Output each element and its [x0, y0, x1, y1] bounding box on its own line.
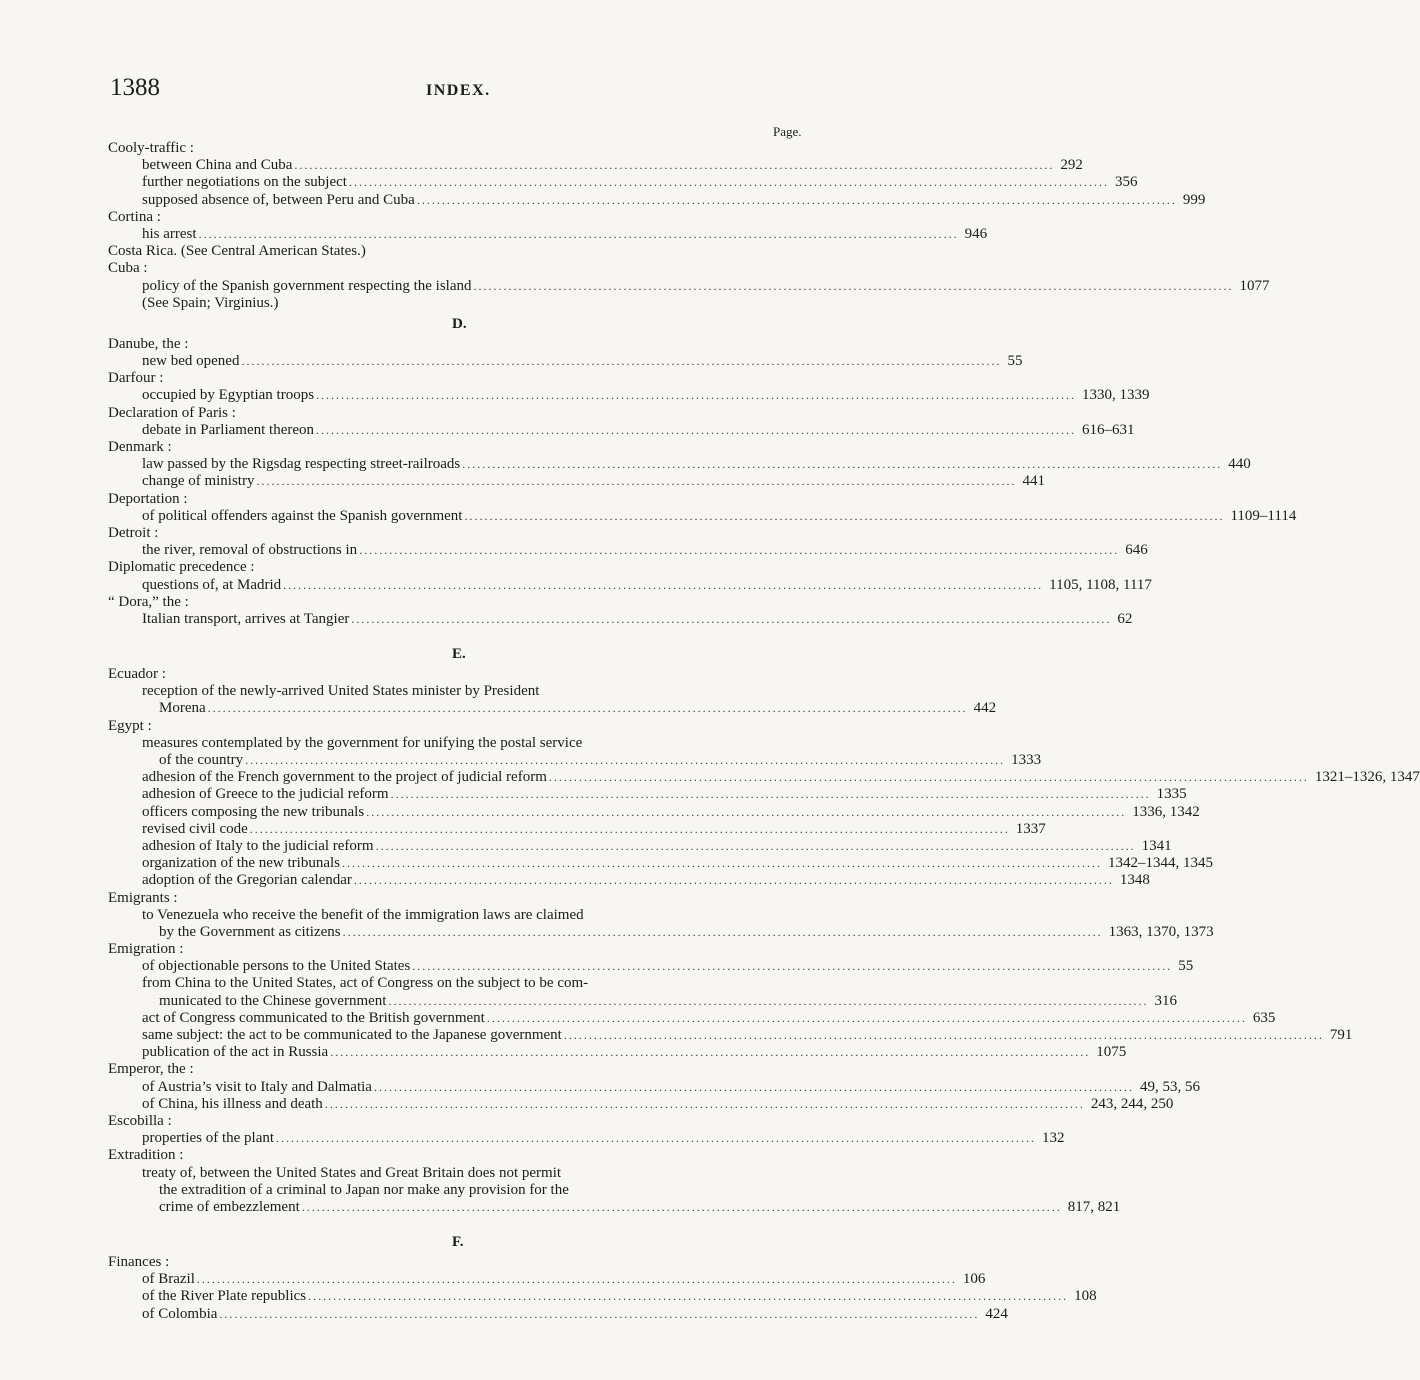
index-entry: adoption of the Gregorian calendar ........................................................................................................................................................ 1348 — [142, 872, 1150, 889]
index-entry: of the River Plate republics ........................................................................................................................................................ 108 — [142, 1288, 1097, 1305]
running-head: INDEX. — [426, 82, 491, 99]
index-entry: law passed by the Rigsdag respecting street-railroads ........................................................................................................................................................ 440 — [142, 456, 1251, 473]
cross-reference: (See Spain; Virginius.) — [142, 294, 279, 311]
index-entry: occupied by Egyptian troops ........................................................................................................................................................ 1330, 1339 — [142, 387, 1150, 404]
index-heading: Darfour : — [108, 370, 164, 387]
page-column-label: Page. — [773, 124, 802, 139]
index-entry: same subject: the act to be communicated to the Japanese government ........................................................................................................................................................ 791 — [142, 1027, 1353, 1043]
index-heading: Diplomatic precedence : — [108, 559, 255, 576]
index-entry: questions of, at Madrid ........................................................................................................................................................ 1105, 1108, 1117 — [142, 576, 1152, 593]
index-entry: change of ministry ........................................................................................................................................................ 441 — [142, 473, 1045, 490]
index-entry: of Brazil ........................................................................................................................................................ 106 — [142, 1271, 986, 1288]
index-heading: Cortina : — [108, 208, 161, 225]
index-heading: Finances : — [108, 1254, 170, 1271]
index-entry-text: to Venezuela who receive the benefit of the immigration laws are claimed — [142, 906, 584, 923]
index-entry: adhesion of Italy to the judicial reform ........................................................................................................................................................ 1341 — [142, 837, 1172, 854]
index-heading: Detroit : — [108, 524, 159, 541]
index-entry: organization of the new tribunals ........................................................................................................................................................ 1342–1344, 1345 — [142, 855, 1214, 872]
index-entry: of the country ........................................................................................................................................................ 1333 — [159, 752, 1042, 768]
index-entry: adhesion of Greece to the judicial reform ........................................................................................................................................................ 1335 — [142, 786, 1187, 803]
index-heading: Denmark : — [108, 439, 172, 455]
index-entry: new bed opened ........................................................................................................................................................ 55 — [142, 353, 1023, 370]
index-heading: Extradition : — [108, 1147, 184, 1164]
index-entry: publication of the act in Russia ........................................................................................................................................................ 1075 — [142, 1044, 1127, 1061]
index-body — [0, 140, 1420, 1323]
index-entry: of objectionable persons to the United States ........................................................................................................................................................ 55 — [142, 958, 1194, 975]
index-heading: Ecuador : — [108, 666, 166, 683]
section-letter-e: E. — [452, 646, 466, 663]
index-entry: by the Government as citizens ........................................................................................................................................................ 1363, 1370, 1373 — [159, 923, 1214, 940]
index-entry: properties of the plant ........................................................................................................................................................ 132 — [142, 1130, 1065, 1147]
index-entry: Italian transport, arrives at Tangier ........................................................................................................................................................ 62 — [142, 610, 1133, 627]
index-entry: further negotiations on the subject ........................................................................................................................................................ 356 — [142, 174, 1138, 191]
index-entry-text: the extradition of a criminal to Japan nor make any provision for the — [159, 1181, 569, 1198]
index-entry: of Austria’s visit to Italy and Dalmatia ........................................................................................................................................................ 49, 53, 56 — [142, 1078, 1200, 1095]
index-heading: Emperor, the : — [108, 1061, 194, 1078]
index-entry: officers composing the new tribunals ........................................................................................................................................................ 1336, 1342 — [142, 803, 1200, 820]
index-entry-text: from China to the United States, act of Congress on the subject to be com- — [142, 975, 589, 992]
index-heading: Costa Rica. (See Central American States.) — [108, 243, 366, 260]
index-entry: adhesion of the French government to the project of judicial reform ........................................................................................................................................................ 1321–1326, 1347 — [142, 769, 1420, 786]
index-heading: Egypt : — [108, 717, 152, 734]
section-letter-f: F. — [452, 1234, 464, 1251]
index-heading: Emigration : — [108, 941, 184, 958]
index-entry: crime of embezzlement ........................................................................................................................................................ 817, 821 — [159, 1198, 1121, 1215]
index-entry: between China and Cuba ........................................................................................................................................................ 292 — [142, 157, 1083, 174]
index-entry: municated to the Chinese government ........................................................................................................................................................ 316 — [159, 992, 1177, 1009]
index-entry-text: reception of the newly-arrived United States minister by President — [142, 683, 540, 700]
section-letter-d: D. — [452, 315, 467, 332]
index-entry: the river, removal of obstructions in ........................................................................................................................................................ 646 — [142, 542, 1148, 559]
index-entry: debate in Parliament thereon ........................................................................................................................................................ 616–631 — [142, 421, 1135, 438]
index-heading: Declaration of Paris : — [108, 404, 236, 421]
index-entry: of China, his illness and death ........................................................................................................................................................ 243, 244, 250 — [142, 1095, 1174, 1112]
index-entry-text: measures contemplated by the government for unifying the postal service — [142, 734, 583, 751]
index-entry: supposed absence of, between Peru and Cuba ........................................................................................................................................................ 999 — [142, 191, 1206, 208]
index-entry: of political offenders against the Spanish government ........................................................................................................................................................ 1109–1114 — [142, 507, 1297, 524]
index-entry: act of Congress communicated to the British government ........................................................................................................................................................ 635 — [142, 1009, 1276, 1026]
index-entry: his arrest ........................................................................................................................................................ 946 — [142, 225, 988, 242]
index-heading: Danube, the : — [108, 335, 189, 352]
index-heading: Cooly-traffic : — [108, 140, 194, 156]
index-entry: policy of the Spanish government respecting the island ........................................................................................................................................................ 1077 — [142, 277, 1270, 294]
index-heading: “ Dora,” the : — [108, 593, 189, 610]
index-heading: Emigrants : — [108, 889, 178, 906]
index-entry: Morena ........................................................................................................................................................ 442 — [159, 700, 997, 717]
index-heading: Escobilla : — [108, 1112, 172, 1129]
index-entry: of Colombia ........................................................................................................................................................ 424 — [142, 1305, 1008, 1322]
index-heading: Deportation : — [108, 490, 188, 507]
index-heading: Cuba : — [108, 260, 148, 277]
index-entry: revised civil code ........................................................................................................................................................ 1337 — [142, 820, 1046, 837]
index-entry-text: treaty of, between the United States and Great Britain does not permit — [142, 1164, 562, 1181]
page-number: 1388 — [110, 74, 160, 101]
